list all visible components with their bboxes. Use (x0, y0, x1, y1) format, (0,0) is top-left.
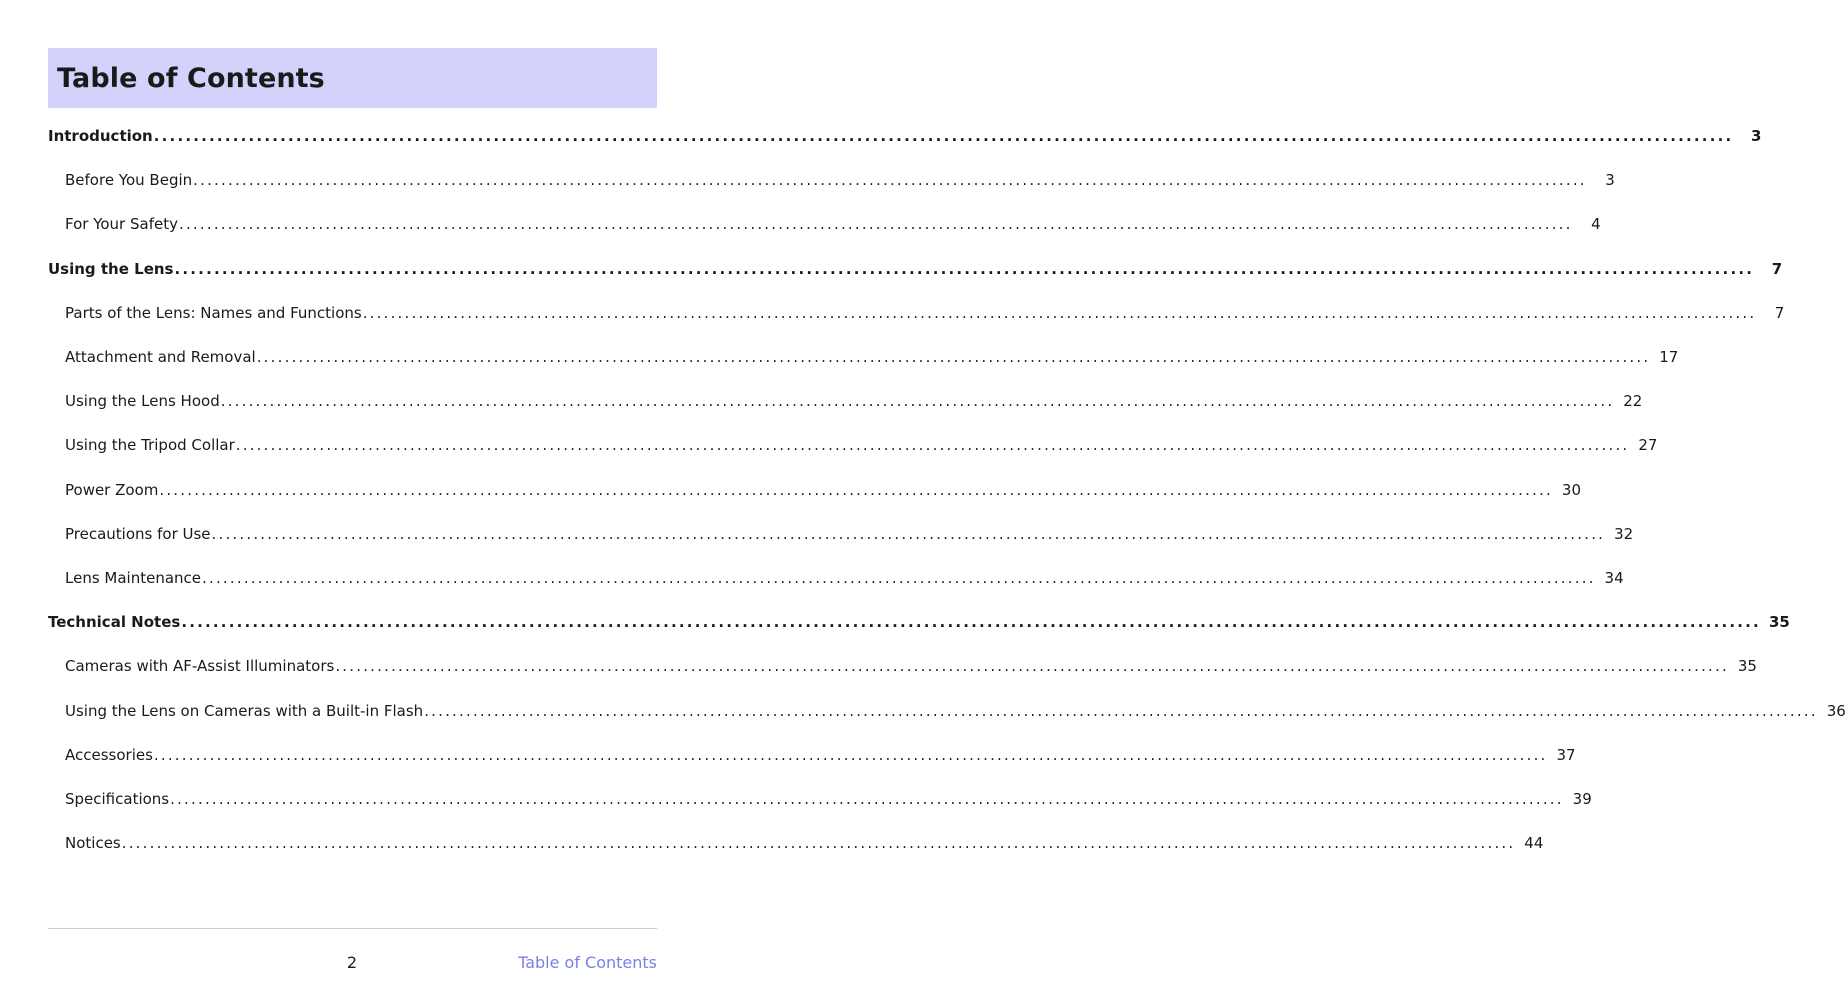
toc-entry-label: For Your Safety (65, 215, 178, 234)
dot-leader: ........................................................................................................................................................................................................ (335, 657, 1729, 676)
toc-entry-for-your-safety[interactable] (48, 202, 1601, 246)
toc-footer-link[interactable]: Table of Contents (518, 953, 657, 972)
toc-entry-label: Accessories (65, 745, 153, 764)
dot-leader: ........................................................................................................................................................................................................ (170, 789, 1564, 808)
toc-entry-technical-notes[interactable] (48, 600, 1790, 644)
toc-entry-introduction[interactable] (48, 114, 1762, 158)
toc-entry-label: Using the Lens (48, 259, 174, 278)
dot-leader: ........................................................................................................................................................................................................ (256, 348, 1651, 367)
toc-entry-page: 17 (1659, 348, 1679, 367)
toc-entry-using-the-lens[interactable] (48, 247, 1783, 291)
toc-entry-page: 37 (1556, 745, 1576, 764)
toc-entry-label: Introduction (48, 127, 153, 146)
toc-entry-label: Precautions for Use (65, 524, 211, 543)
toc-entry-page: 3 (1750, 127, 1762, 146)
dot-leader: ........................................................................................................................................................................................................ (202, 568, 1596, 587)
toc-entry-label: Using the Lens Hood (65, 392, 220, 411)
toc-entry-page: 44 (1524, 834, 1544, 853)
dot-leader: ........................................................................................................................................................................................................ (153, 745, 1548, 764)
toc-entry-page: 39 (1572, 789, 1592, 808)
toc-entry-page: 7 (1771, 259, 1783, 278)
page-number: 2 (346, 953, 358, 972)
dot-leader: ........................................................................................................................................................................................................ (121, 834, 1516, 853)
toc-entry-page: 32 (1614, 524, 1634, 543)
toc-entry-lens-maintenance[interactable] (48, 556, 1624, 600)
toc-entry-page: 27 (1638, 436, 1658, 455)
toc-entry-label: Technical Notes (48, 613, 181, 632)
dot-leader: ........................................................................................................................................................................................................ (159, 480, 1553, 499)
toc-entry-built-in-flash[interactable] (48, 688, 1846, 732)
toc-entry-page: 4 (1591, 215, 1601, 234)
toc-entry-precautions-for-use[interactable] (48, 512, 1634, 556)
dot-leader: ........................................................................................................................................................................................................ (362, 303, 1757, 322)
dot-leader: ........................................................................................................................................................................................................ (174, 259, 1755, 278)
toc-entry-page: 7 (1774, 303, 1785, 322)
dot-leader: ........................................................................................................................................................................................................ (153, 127, 1734, 146)
toc-entry-specifications[interactable] (48, 777, 1592, 821)
toc-entry-using-the-tripod-collar[interactable] (48, 423, 1658, 467)
toc-entry-page: 30 (1561, 480, 1581, 499)
dot-leader: ........................................................................................................................................................................................................ (193, 171, 1587, 190)
toc-entry-using-the-lens-hood[interactable] (48, 379, 1643, 423)
toc-entry-power-zoom[interactable] (48, 468, 1581, 512)
footer-divider (48, 928, 657, 929)
toc-entry-attachment-and-removal[interactable] (48, 335, 1679, 379)
dot-leader: ........................................................................................................................................................................................................ (220, 392, 1615, 411)
page-title: Table of Contents (57, 62, 325, 94)
toc-entry-label: Power Zoom (65, 480, 159, 499)
toc-entry-page: 3 (1605, 171, 1615, 190)
toc-entry-label: Notices (65, 834, 121, 853)
toc-entry-accessories[interactable] (48, 733, 1576, 777)
dot-leader: ........................................................................................................................................................................................................ (181, 613, 1761, 632)
dot-leader: ........................................................................................................................................................................................................ (178, 215, 1573, 234)
toc-entry-label: Before You Begin (65, 171, 193, 190)
toc-entry-page: 36 (1826, 701, 1846, 720)
toc-entry-page: 22 (1623, 392, 1643, 411)
toc-entry-label: Lens Maintenance (65, 568, 202, 587)
title-bar (48, 48, 657, 108)
toc-entry-label: Parts of the Lens: Names and Functions (65, 303, 362, 322)
toc-entry-label: Using the Lens on Cameras with a Built-in Flash (65, 701, 424, 720)
toc-entry-label: Attachment and Removal (65, 348, 256, 367)
toc-entry-cameras-with-af-assist[interactable] (48, 644, 1757, 688)
toc-entry-notices[interactable] (48, 821, 1544, 865)
dot-leader: ........................................................................................................................................................................................................ (211, 524, 1606, 543)
toc-entry-page: 34 (1604, 568, 1624, 587)
table-of-contents (48, 114, 1846, 865)
toc-entry-label: Cameras with AF-Assist Illuminators (65, 657, 335, 676)
dot-leader: ........................................................................................................................................................................................................ (235, 436, 1630, 455)
toc-entry-label: Specifications (65, 789, 170, 808)
dot-leader: ........................................................................................................................................................................................................ (424, 701, 1818, 720)
toc-entry-page: 35 (1737, 657, 1757, 676)
toc-entry-parts-of-the-lens[interactable] (48, 291, 1785, 335)
toc-entry-before-you-begin[interactable] (48, 158, 1615, 202)
toc-entry-page: 35 (1768, 613, 1790, 632)
toc-entry-label: Using the Tripod Collar (65, 436, 235, 455)
